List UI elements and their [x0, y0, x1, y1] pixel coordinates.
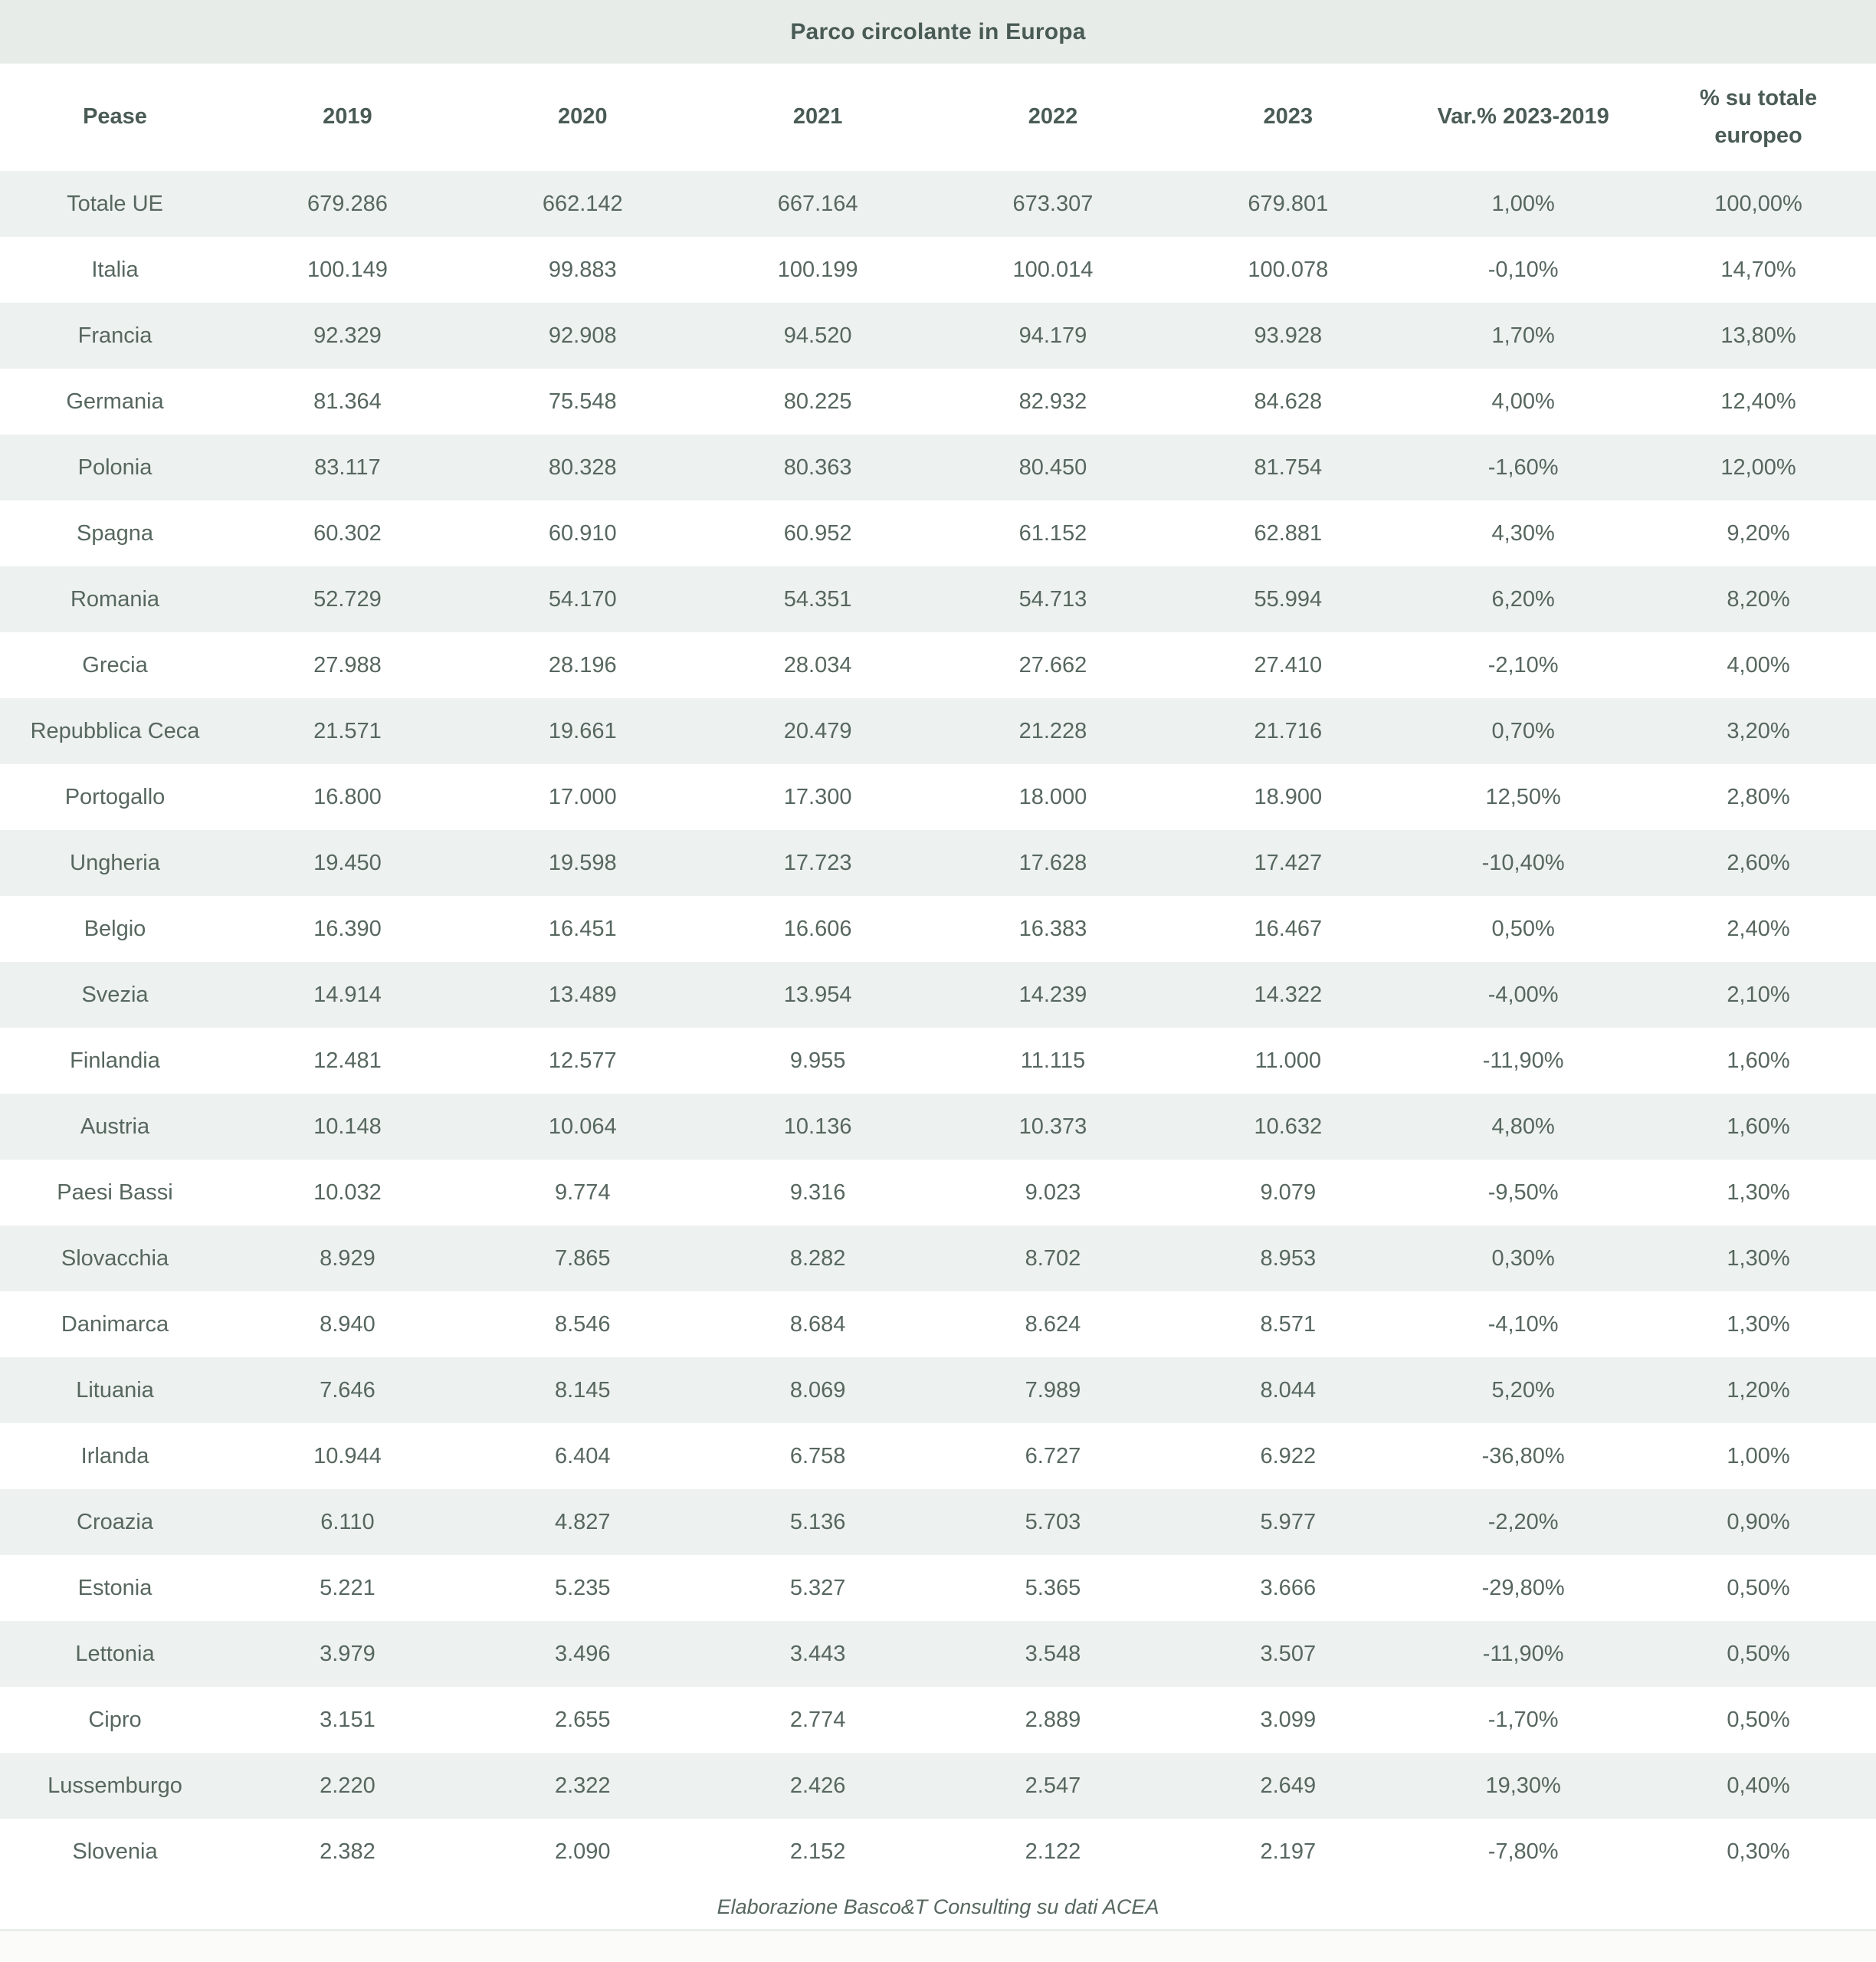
column-header: 2020 [465, 64, 700, 171]
country-cell: Paesi Bassi [57, 1179, 173, 1205]
value-cell: 80.328 [548, 454, 617, 480]
column-header: 2021 [700, 64, 936, 171]
country-cell: Slovenia [72, 1839, 158, 1864]
value-cell: 16.451 [548, 916, 617, 941]
value-cell: 0,30% [1491, 1245, 1555, 1271]
value-cell: 16.390 [313, 916, 382, 941]
table-row [0, 1489, 1876, 1555]
value-cell: 2.382 [320, 1839, 376, 1864]
value-cell: -0,10% [1487, 257, 1559, 282]
table-row [0, 566, 1876, 632]
value-cell: -11,90% [1482, 1048, 1564, 1073]
value-cell: 9.955 [789, 1048, 846, 1073]
value-cell: 2,40% [1727, 916, 1790, 941]
value-cell: 1,00% [1727, 1443, 1790, 1468]
value-cell: 12.481 [313, 1048, 382, 1073]
country-cell: Croazia [77, 1509, 153, 1534]
value-cell: 100.199 [777, 257, 858, 282]
value-cell: 11.000 [1254, 1048, 1322, 1073]
value-cell: 27.410 [1254, 652, 1323, 678]
value-cell: 52.729 [313, 586, 382, 612]
value-cell: 8.940 [320, 1311, 376, 1337]
value-cell: 13.489 [548, 982, 617, 1007]
value-cell: 1,60% [1727, 1114, 1790, 1139]
value-cell: 1,30% [1727, 1179, 1790, 1205]
value-cell: -11,90% [1482, 1641, 1564, 1666]
value-cell: 19,30% [1485, 1773, 1561, 1798]
value-cell: 7.989 [1025, 1377, 1081, 1403]
value-cell: 81.754 [1254, 454, 1323, 480]
value-cell: 81.364 [313, 389, 382, 414]
value-cell: 0,50% [1491, 916, 1555, 941]
country-cell: Lituania [76, 1377, 154, 1403]
value-cell: 92.908 [548, 323, 617, 348]
value-cell: 17.427 [1254, 850, 1323, 875]
value-cell: 662.142 [542, 191, 623, 216]
value-cell: 679.286 [307, 191, 388, 216]
value-cell: 27.988 [313, 652, 382, 678]
value-cell: 54.351 [783, 586, 852, 612]
value-cell: 17.723 [783, 850, 852, 875]
value-cell: 10.148 [313, 1114, 382, 1139]
value-cell: 3.099 [1260, 1707, 1317, 1732]
country-cell: Ungheria [70, 850, 160, 875]
table-body [0, 171, 1876, 1885]
value-cell: -10,40% [1481, 850, 1565, 875]
value-cell: 0,50% [1727, 1641, 1790, 1666]
value-cell: 55.994 [1254, 586, 1323, 612]
value-cell: 8.929 [320, 1245, 376, 1271]
value-cell: 14.239 [1018, 982, 1087, 1007]
value-cell: -36,80% [1481, 1443, 1565, 1468]
table-row [0, 1160, 1876, 1225]
column-header: % su totale europeo [1641, 64, 1876, 171]
value-cell: -2,10% [1487, 652, 1559, 678]
header-row [0, 64, 1876, 171]
value-cell: -9,50% [1487, 1179, 1559, 1205]
value-cell: 21.228 [1018, 718, 1087, 743]
value-cell: 3.548 [1025, 1641, 1081, 1666]
value-cell: -1,60% [1487, 454, 1559, 480]
value-cell: 80.450 [1018, 454, 1087, 480]
country-cell: Grecia [82, 652, 148, 678]
value-cell: -2,20% [1487, 1509, 1559, 1534]
value-cell: 100.149 [307, 257, 388, 282]
value-cell: 19.598 [548, 850, 617, 875]
value-cell: 12,50% [1485, 784, 1561, 809]
value-cell: 10.032 [313, 1179, 382, 1205]
value-cell: 2.547 [1025, 1773, 1081, 1798]
column-header: 2019 [230, 64, 465, 171]
value-cell: 62.881 [1254, 520, 1323, 546]
value-cell: 0,70% [1491, 718, 1555, 743]
value-cell: 1,00% [1491, 191, 1555, 216]
value-cell: 3,20% [1727, 718, 1790, 743]
value-cell: 9.079 [1260, 1179, 1317, 1205]
value-cell: 2.322 [554, 1773, 611, 1798]
value-cell: 9,20% [1727, 520, 1790, 546]
value-cell: 80.225 [783, 389, 852, 414]
value-cell: 2.197 [1260, 1839, 1317, 1864]
country-cell: Lussemburgo [48, 1773, 182, 1798]
value-cell: 18.900 [1254, 784, 1323, 809]
table-row [0, 764, 1876, 830]
value-cell: 14.322 [1254, 982, 1323, 1007]
value-cell: 8.684 [789, 1311, 846, 1337]
value-cell: 92.329 [313, 323, 382, 348]
country-cell: Portogallo [64, 784, 166, 809]
value-cell: 4,00% [1727, 652, 1790, 678]
title-band [0, 0, 1876, 64]
table-row [0, 303, 1876, 369]
value-cell: 60.302 [313, 520, 382, 546]
value-cell: 4,80% [1491, 1114, 1555, 1139]
table-row [0, 1291, 1876, 1357]
value-cell: 8.624 [1025, 1311, 1081, 1337]
value-cell: 17.300 [783, 784, 852, 809]
value-cell: 19.450 [313, 850, 382, 875]
country-cell: Lettonia [75, 1641, 155, 1666]
value-cell: 2.774 [789, 1707, 846, 1732]
table-title: Parco circolante in Europa [790, 18, 1086, 44]
country-cell: Italia [91, 257, 139, 282]
country-cell: Estonia [77, 1575, 153, 1600]
value-cell: 1,30% [1727, 1245, 1790, 1271]
value-cell: 12.577 [548, 1048, 617, 1073]
value-cell: 2,60% [1727, 850, 1790, 875]
country-cell: Totale UE [67, 191, 163, 216]
value-cell: 28.034 [783, 652, 852, 678]
value-cell: 13.954 [783, 982, 852, 1007]
value-cell: 9.023 [1025, 1179, 1081, 1205]
table-row [0, 1225, 1876, 1291]
value-cell: 2.122 [1025, 1839, 1081, 1864]
value-cell: 8.044 [1260, 1377, 1317, 1403]
value-cell: 8.069 [789, 1377, 846, 1403]
value-cell: 21.571 [313, 718, 382, 743]
value-cell: 5.327 [789, 1575, 846, 1600]
value-cell: 5.221 [320, 1575, 376, 1600]
value-cell: 8.145 [554, 1377, 611, 1403]
value-cell: 10.373 [1018, 1114, 1087, 1139]
value-cell: 14.914 [313, 982, 382, 1007]
country-column-header: Pease [0, 64, 230, 171]
value-cell: -29,80% [1481, 1575, 1565, 1600]
value-cell: 60.952 [783, 520, 852, 546]
value-cell: 9.774 [554, 1179, 611, 1205]
value-cell: 12,00% [1720, 454, 1796, 480]
table-row [0, 962, 1876, 1028]
value-cell: -7,80% [1487, 1839, 1559, 1864]
value-cell: 6.110 [320, 1509, 375, 1534]
table-row [0, 1621, 1876, 1687]
table-row [0, 237, 1876, 303]
value-cell: 13,80% [1720, 323, 1796, 348]
value-cell: 7.646 [320, 1377, 376, 1403]
value-cell: 80.363 [783, 454, 852, 480]
value-cell: 2.889 [1025, 1707, 1081, 1732]
value-cell: 3.151 [320, 1707, 376, 1732]
table-row [0, 435, 1876, 500]
value-cell: 0,40% [1727, 1773, 1790, 1798]
value-cell: 0,50% [1727, 1575, 1790, 1600]
value-cell: 4,30% [1491, 520, 1555, 546]
value-cell: 2.152 [789, 1839, 846, 1864]
value-cell: 8.282 [789, 1245, 846, 1271]
value-cell: 3.666 [1260, 1575, 1317, 1600]
value-cell: 10.136 [783, 1114, 852, 1139]
value-cell: 5.977 [1260, 1509, 1317, 1534]
value-cell: 5.235 [554, 1575, 611, 1600]
value-cell: 21.716 [1254, 718, 1323, 743]
value-cell: 99.883 [548, 257, 617, 282]
value-cell: 10.944 [313, 1443, 382, 1468]
value-cell: 18.000 [1018, 784, 1087, 809]
value-cell: 673.307 [1012, 191, 1094, 216]
value-cell: 8.702 [1025, 1245, 1081, 1271]
value-cell: 83.117 [314, 454, 381, 480]
value-cell: 2,80% [1727, 784, 1790, 809]
value-cell: -1,70% [1487, 1707, 1559, 1732]
value-cell: 1,20% [1727, 1377, 1790, 1403]
data-table [0, 64, 1876, 1885]
table-row [0, 1423, 1876, 1489]
source-note: Elaborazione Basco&T Consulting su dati ACEA [0, 1885, 1876, 1929]
value-cell: 6.404 [554, 1443, 611, 1468]
table-row [0, 1028, 1876, 1094]
value-cell: 75.548 [548, 389, 617, 414]
value-cell: 100,00% [1714, 191, 1802, 216]
table-row [0, 1753, 1876, 1819]
value-cell: 82.932 [1018, 389, 1087, 414]
value-cell: 100.078 [1248, 257, 1329, 282]
value-cell: 679.801 [1248, 191, 1329, 216]
country-cell: Irlanda [80, 1443, 149, 1468]
value-cell: 12,40% [1720, 389, 1796, 414]
value-cell: 100.014 [1012, 257, 1094, 282]
value-cell: 5.365 [1025, 1575, 1081, 1600]
value-cell: 3.979 [320, 1641, 376, 1666]
value-cell: 19.661 [548, 718, 617, 743]
table-row [0, 1357, 1876, 1423]
country-cell: Finlandia [70, 1048, 160, 1073]
value-cell: 94.520 [783, 323, 852, 348]
value-cell: 16.606 [783, 916, 852, 941]
value-cell: 60.910 [548, 520, 617, 546]
value-cell: 8,20% [1727, 586, 1790, 612]
value-cell: 667.164 [777, 191, 858, 216]
value-cell: 3.496 [554, 1641, 611, 1666]
value-cell: 9.316 [789, 1179, 846, 1205]
value-cell: 54.170 [548, 586, 617, 612]
country-cell: Germania [66, 389, 164, 414]
value-cell: 2.655 [554, 1707, 611, 1732]
value-cell: 0,30% [1727, 1839, 1790, 1864]
value-cell: 5,20% [1491, 1377, 1555, 1403]
value-cell: 16.383 [1018, 916, 1087, 941]
value-cell: 6,20% [1491, 586, 1555, 612]
table-row [0, 632, 1876, 698]
country-cell: Belgio [84, 916, 146, 941]
column-header: 2022 [936, 64, 1171, 171]
column-header: 2023 [1170, 64, 1405, 171]
value-cell: 7.865 [554, 1245, 611, 1271]
country-cell: Svezia [81, 982, 149, 1007]
value-cell: 3.507 [1260, 1641, 1317, 1666]
value-cell: 5.136 [789, 1509, 846, 1534]
value-cell: 8.953 [1260, 1245, 1317, 1271]
value-cell: 6.727 [1025, 1443, 1081, 1468]
value-cell: 2,10% [1727, 982, 1790, 1007]
country-cell: Slovacchia [61, 1245, 169, 1271]
value-cell: 16.800 [313, 784, 382, 809]
country-cell: Cipro [88, 1707, 142, 1732]
value-cell: 94.179 [1018, 323, 1087, 348]
country-cell: Repubblica Ceca [30, 718, 200, 743]
table-row [0, 830, 1876, 896]
country-cell: Francia [77, 323, 153, 348]
value-cell: 1,70% [1491, 323, 1555, 348]
table-row [0, 171, 1876, 237]
column-header: Var.% 2023-2019 [1405, 64, 1641, 171]
table-row [0, 500, 1876, 566]
country-cell: Austria [80, 1114, 150, 1139]
value-cell: 8.546 [554, 1311, 611, 1337]
value-cell: 16.467 [1254, 916, 1323, 941]
value-cell: 4,00% [1491, 389, 1555, 414]
value-cell: 0,90% [1727, 1509, 1790, 1534]
value-cell: 84.628 [1254, 389, 1323, 414]
value-cell: 11.115 [1020, 1048, 1086, 1073]
bottom-strip [0, 1929, 1876, 1962]
value-cell: 0,50% [1727, 1707, 1790, 1732]
table-row [0, 1819, 1876, 1885]
table-header [0, 64, 1876, 171]
value-cell: 4.827 [554, 1509, 611, 1534]
country-cell: Romania [70, 586, 160, 612]
value-cell: 3.443 [789, 1641, 846, 1666]
value-cell: 10.632 [1254, 1114, 1323, 1139]
table-row [0, 1555, 1876, 1621]
value-cell: 17.628 [1018, 850, 1087, 875]
table-row [0, 698, 1876, 764]
value-cell: 2.649 [1260, 1773, 1317, 1798]
value-cell: 1,60% [1727, 1048, 1790, 1073]
value-cell: 61.152 [1018, 520, 1087, 546]
value-cell: -4,00% [1487, 982, 1559, 1007]
value-cell: 6.922 [1260, 1443, 1317, 1468]
value-cell: 17.000 [548, 784, 617, 809]
table-row [0, 1687, 1876, 1753]
table-row [0, 896, 1876, 962]
value-cell: 5.703 [1025, 1509, 1081, 1534]
value-cell: 27.662 [1018, 652, 1087, 678]
country-cell: Polonia [77, 454, 153, 480]
table-row [0, 369, 1876, 435]
value-cell: 20.479 [783, 718, 852, 743]
value-cell: 28.196 [548, 652, 617, 678]
table-row [0, 1094, 1876, 1160]
value-cell: 6.758 [789, 1443, 846, 1468]
value-cell: 2.220 [320, 1773, 376, 1798]
value-cell: 54.713 [1018, 586, 1087, 612]
value-cell: -4,10% [1487, 1311, 1559, 1337]
value-cell: 8.571 [1260, 1311, 1317, 1337]
value-cell: 10.064 [548, 1114, 617, 1139]
value-cell: 93.928 [1254, 323, 1323, 348]
value-cell: 14,70% [1720, 257, 1796, 282]
country-cell: Spagna [77, 520, 153, 546]
value-cell: 1,30% [1727, 1311, 1790, 1337]
value-cell: 2.090 [554, 1839, 611, 1864]
value-cell: 2.426 [789, 1773, 846, 1798]
country-cell: Danimarca [61, 1311, 169, 1337]
